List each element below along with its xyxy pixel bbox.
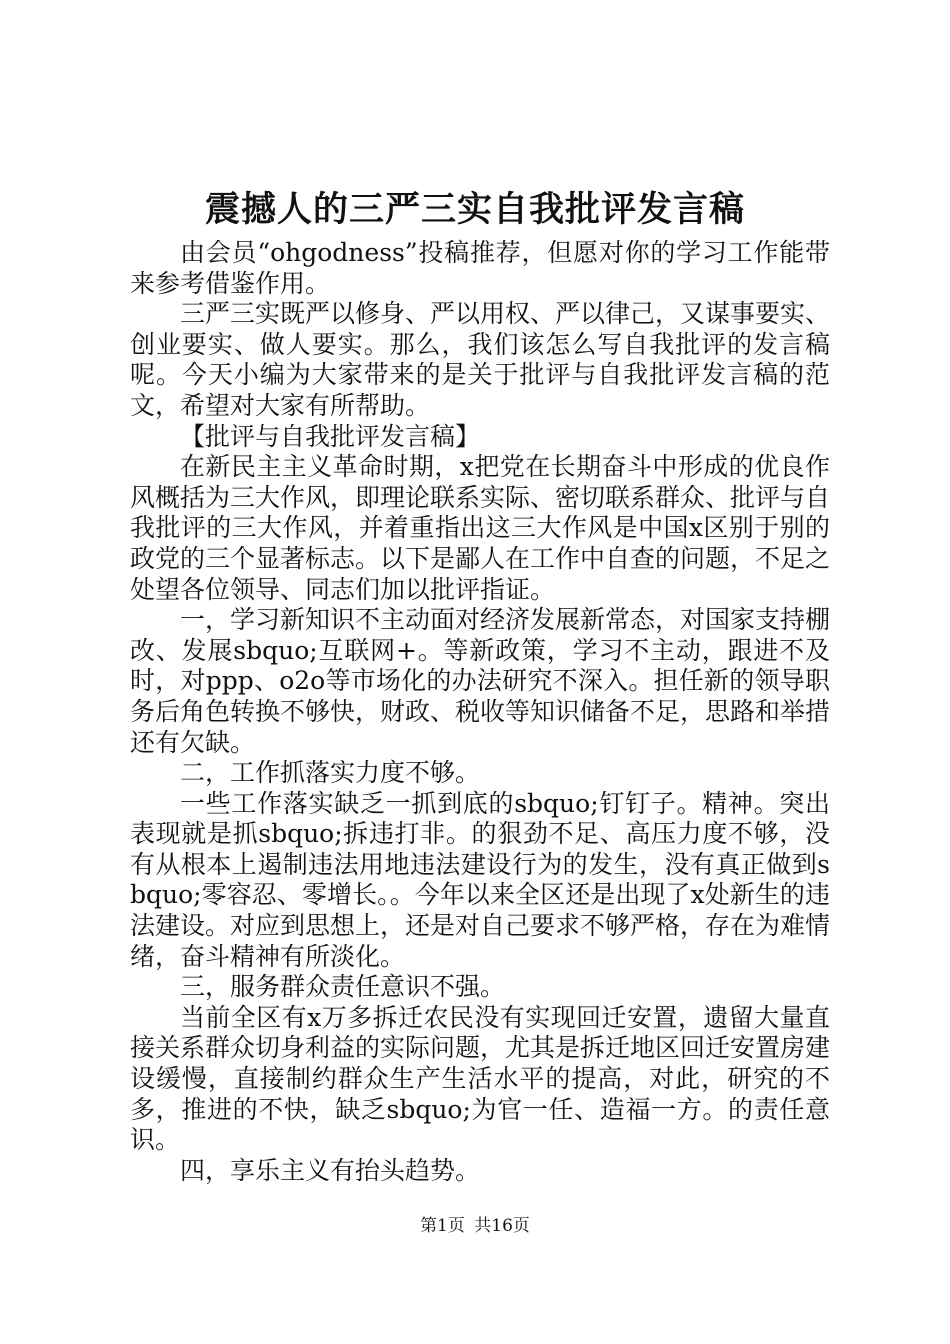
paragraph: 由会员“ohgodness”投稿推荐，但愿对你的学习工作能带来参考借鉴作用。 (130, 238, 830, 298)
section-heading: 【批评与自我批评发言稿】 (180, 421, 481, 451)
paragraph: 三严三实既严以修身、严以用权、严以律己，又谋事要实、创业要实、做人要实。那么，我们该怎么写自我批评的发言稿呢。今天小编为大家带来的是关于批评与自我批评发言稿的范文，希望对大家有所帮助。 (130, 299, 831, 420)
section-heading: 三，服务群众责任意识不强。 (180, 972, 506, 1002)
paragraph: 一些工作落实缺乏一抓到底的sbquo;钉钉子。精神。突出表现就是抓sbquo;拆违打非。的狠劲不足、高压力度不够，没有从根本上遏制违法用地违法建设行为的发生，没有真正做到sbquo;零容忍、零增长。。今年以来全区还是出现了x处新生的违法建设。对应到思想上，还是对自己要求不够严格，存在为难情绪，奋斗精神有所淡化。 (130, 788, 831, 971)
page-number: 第1页 (420, 1216, 465, 1236)
page-footer (0, 1214, 950, 1238)
page-total: 共16页 (474, 1216, 530, 1236)
section-heading: 二，工作抓落实力度不够。 (180, 758, 481, 788)
paragraph: 一，学习新知识不主动面对经济发展新常态，对国家支持棚改、发展sbquo;互联网+。等新政策，学习不主动，跟进不及时，对ppp、o2o等市场化的办法研究不深入。担任新的领导职务后角色转换不够快，财政、税收等知识储备不足，思路和举措还有欠缺。 (130, 605, 831, 757)
section-heading: 四，享乐主义有抬头趋势。 (180, 1155, 481, 1185)
document-title: 震撼人的三严三实自我批评发言稿 (204, 189, 745, 230)
paragraph: 当前全区有x万多拆迁农民没有实现回迁安置，遗留大量直接关系群众切身利益的实际问题，尤其是拆迁地区回迁安置房建设缓慢，直接制约群众生产生活水平的提高，对此，研究的不多，推进的不快，缺乏sbquo;为官一任、造福一方。的责任意识。 (130, 1002, 831, 1155)
document-body (130, 238, 830, 1186)
paragraph: 在新民主主义革命时期，x把党在长期奋斗中形成的优良作风概括为三大作风，即理论联系实际、密切联系群众、批评与自我批评的三大作风，并着重指出这三大作风是中国x区别于别的政党的三个显著标志。以下是鄙人在工作中自查的问题，不足之处望各位领导、同志们加以批评指证。 (130, 452, 831, 604)
